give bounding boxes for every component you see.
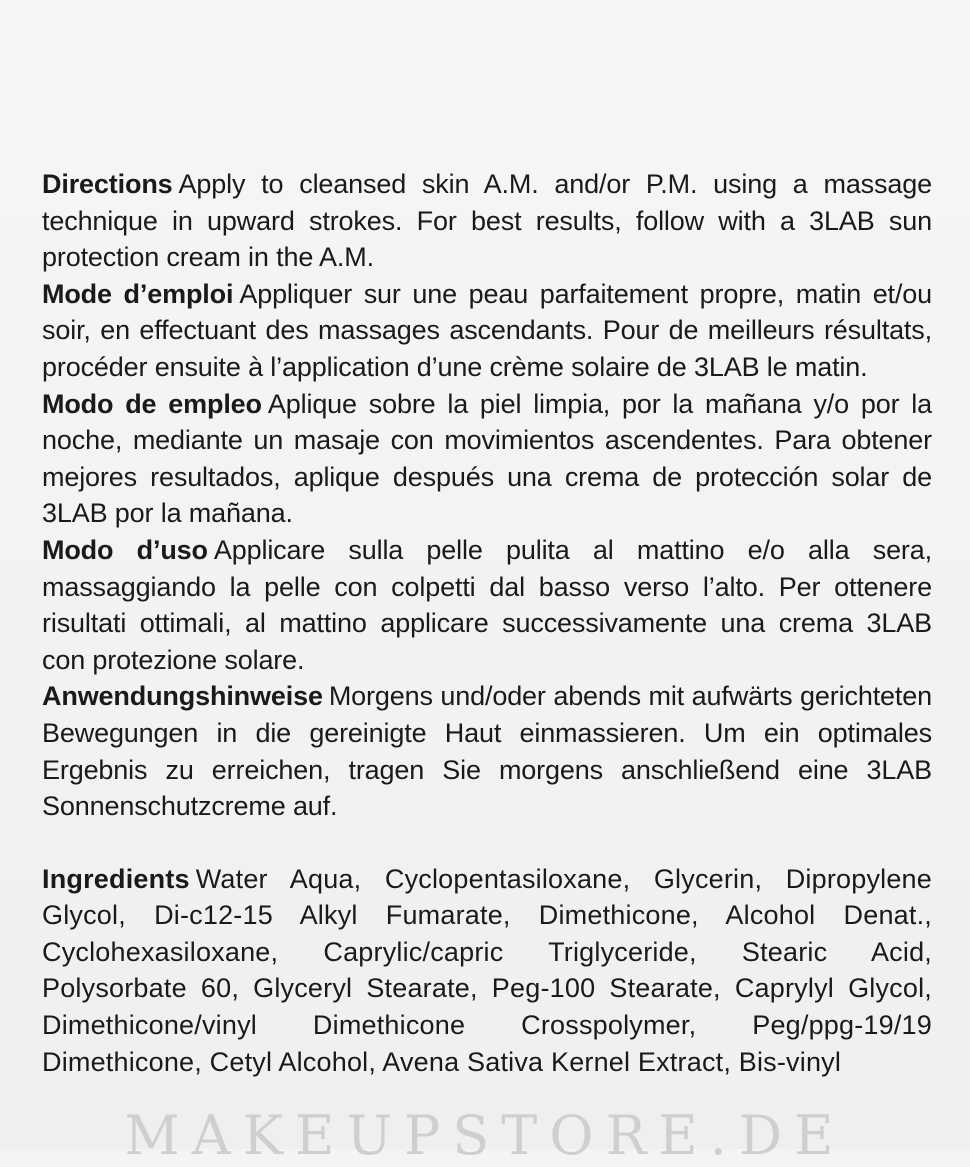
ingredients-paragraph xyxy=(42,861,932,1081)
modo-uso-heading: Modo d’uso xyxy=(42,534,208,565)
mode-emploi-text: Appliquer sur une peau parfaitement propre, matin et/ou soir, en effectuant des massages ascendants. Pour de meilleurs résultats, procéder ensuite à l’application d’une crème solaire de 3LAB le matin. xyxy=(42,278,932,382)
mode-emploi-paragraph xyxy=(42,276,932,386)
section-spacer xyxy=(42,825,932,861)
modo-empleo-paragraph xyxy=(42,386,932,532)
modo-empleo-heading: Modo de empleo xyxy=(42,388,262,419)
ingredients-heading: Ingredients xyxy=(42,863,190,894)
modo-uso-paragraph xyxy=(42,532,932,678)
directions-paragraph xyxy=(42,166,932,276)
anwendung-text: Morgens und/oder abends mit aufwärts gerichteten Bewegungen in die gereinigte Haut einmassieren. Um ein optimales Ergebnis zu erreichen, tragen Sie morgens anschließend eine 3LAB Sonnenschutzcreme auf. xyxy=(42,681,932,822)
directions-heading: Directions xyxy=(42,169,173,199)
ingredients-text: Water Aqua, Cyclopentasiloxane, Glycerin, Dipropylene Glycol, Di-c12-15 Alkyl Fumarate, Dimethicone, Alcohol Denat., Cyclohexasiloxane, Caprylic/capric Triglyceride, Stearic Acid, Polysorbate 60, Glyceryl Stearate, Peg-100 Stearate, Caprylyl Glycol, Dimethicone/vinyl Dimethicone Crosspolymer, Peg/ppg-19/19 Dimethicone, Cetyl Alcohol, Avena Sativa Kernel Extract, Bis-vinyl xyxy=(42,863,932,1077)
anwendung-heading: Anwendungshinweise xyxy=(42,681,323,712)
watermark: MAKEUPSTORE.DE xyxy=(124,1104,846,1167)
modo-uso-text: Applicare sulla pelle pulita al mattino e/o alla sera, massaggiando la pelle con colpetti dal basso verso l’alto. Per ottenere risultati ottimali, al mattino applicare successivamente una crema 3LAB con protezione solare. xyxy=(42,534,932,675)
anwendung-paragraph xyxy=(42,678,932,824)
label-text-block xyxy=(42,166,932,1080)
modo-empleo-text: Aplique sobre la piel limpia, por la mañana y/o por la noche, mediante un masaje con movimientos ascendentes. Para obtener mejores resultados, aplique después una crema de protección solar de 3LAB por la mañana. xyxy=(42,388,932,529)
mode-emploi-heading: Mode d’emploi xyxy=(42,278,234,309)
directions-text: Apply to cleansed skin A.M. and/or P.M. using a massage technique in upward strokes. For best results, follow with a 3LAB sun protection cream in the A.M. xyxy=(42,169,932,273)
